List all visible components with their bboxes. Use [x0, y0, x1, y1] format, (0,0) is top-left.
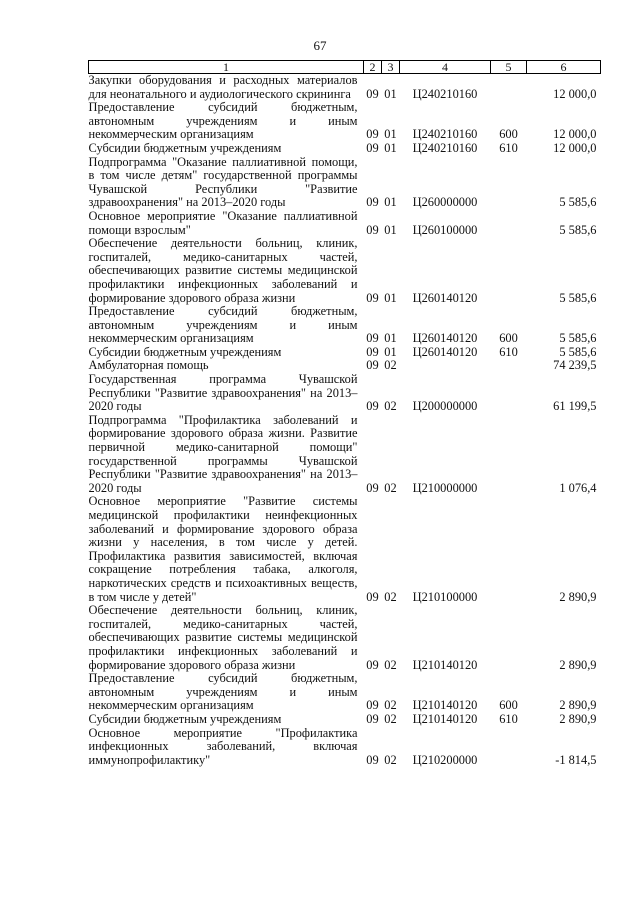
row-expense-type: 600: [499, 127, 518, 142]
row-expense-type: [491, 495, 527, 604]
row-description: Предоставление субсидий бюджетным, автономным учреждениям и иным некоммерческим организациям: [88, 304, 358, 346]
row-amount: 1 076,4: [559, 480, 597, 495]
row-section-code: 09: [366, 290, 379, 305]
row-target-article: Ц210140120: [412, 657, 478, 672]
table-row: [89, 727, 601, 768]
row-subsection-code: 02: [384, 698, 397, 713]
row-section-code: 09: [366, 140, 379, 155]
row-expense-type: 610: [499, 344, 518, 359]
row-target-article: Ц240210160: [412, 127, 478, 142]
row-description: Подпрограмма "Оказание паллиативной помощи, в том числе детям" государственной программы Чувашской Республики "Развитие здравоохранения" на 2013–2020 годы: [88, 154, 358, 210]
row-amount: 61 199,5: [553, 399, 597, 414]
row-description: Подпрограмма "Профилактика заболеваний и формирование здорового образа жизни. Развитие первичной медико-санитарной помощи" государственной программы Чувашской Республики "Развитие здравоохранения" на 2013–2020 годы: [88, 412, 358, 495]
row-expense-type: [491, 237, 527, 305]
row-subsection-code: 02: [384, 399, 397, 414]
row-section-code: 09: [366, 195, 379, 210]
table-row: [89, 142, 601, 156]
row-description: Предоставление субсидий бюджетным, автономным учреждениям и иным некоммерческим организациям: [88, 100, 358, 142]
row-target-article: Ц240210160: [412, 140, 478, 155]
table-row: [89, 414, 601, 496]
row-section-code: 09: [366, 358, 379, 373]
row-amount: 5 585,6: [559, 222, 597, 237]
row-section-code: 09: [366, 344, 379, 359]
row-description: Закупки оборудования и расходных материалов для неонатального и аудиологического скрининга: [88, 73, 358, 101]
row-subsection-code: 02: [384, 752, 397, 767]
header-col-6: 6: [527, 61, 601, 74]
row-section-code: 09: [366, 331, 379, 346]
row-target-article: Ц210000000: [412, 480, 478, 495]
row-expense-type: [491, 604, 527, 672]
row-target-article: Ц260100000: [412, 222, 478, 237]
row-subsection-code: 02: [384, 480, 397, 495]
row-amount: 2 890,9: [559, 711, 597, 726]
row-section-code: 09: [366, 127, 379, 142]
row-description: Основное мероприятие "Оказание паллиативной помощи взрослым": [88, 208, 358, 237]
row-amount: 5 585,6: [559, 195, 597, 210]
row-description: Основное мероприятие "Развитие системы медицинской профилактики неинфекционных заболеваний и формирование здорового образа жизни у населения, в том числе у детей. Профилактика развития зависимостей, включая сокращение потребления табака, алкоголя, наркотических средств и психоактивных веществ, в том числе у детей": [88, 494, 358, 604]
row-amount: 12 000,0: [553, 127, 597, 142]
row-section-code: 09: [366, 399, 379, 414]
row-description: Обеспечение деятельности больниц, клиник, госпиталей, медико-санитарных частей, обеспечивающих развитие системы медицинской профилактики инфекционных заболеваний и формирование здорового образа жизни: [88, 603, 358, 672]
table-row: [89, 495, 601, 604]
row-expense-type: [491, 74, 527, 102]
row-subsection-code: 02: [384, 358, 397, 373]
row-target-article: Ц210140120: [412, 698, 478, 713]
row-expense-type: 600: [499, 698, 518, 713]
budget-table: [88, 60, 601, 767]
row-description: Субсидии бюджетным учреждениям: [88, 140, 282, 155]
row-expense-type: [491, 156, 527, 210]
row-expense-type: [491, 727, 527, 768]
row-subsection-code: 01: [384, 86, 397, 101]
header-col-1: 1: [89, 61, 364, 74]
row-target-article: Ц260140120: [412, 290, 478, 305]
table-row: [89, 604, 601, 672]
row-expense-type: [491, 373, 527, 414]
page-number: 67: [313, 38, 327, 53]
row-target-article: Ц260140120: [412, 344, 478, 359]
row-description: Субсидии бюджетным учреждениям: [88, 344, 282, 359]
row-target-article: [400, 359, 491, 373]
row-subsection-code: 01: [384, 331, 397, 346]
row-amount: 12 000,0: [553, 140, 597, 155]
row-amount: 5 585,6: [559, 344, 597, 359]
row-amount: 12 000,0: [553, 86, 597, 101]
row-section-code: 09: [366, 589, 379, 604]
row-amount: 2 890,9: [559, 698, 597, 713]
row-subsection-code: 01: [384, 290, 397, 305]
header-col-3: 3: [382, 61, 400, 74]
table-row: [89, 672, 601, 713]
row-section-code: 09: [366, 222, 379, 237]
row-subsection-code: 02: [384, 589, 397, 604]
row-expense-type: [491, 210, 527, 237]
row-description: Предоставление субсидий бюджетным, автономным учреждениям и иным некоммерческим организациям: [88, 671, 358, 713]
row-expense-type: 610: [499, 140, 518, 155]
table-body: [89, 74, 601, 768]
row-section-code: 09: [366, 657, 379, 672]
row-subsection-code: 01: [384, 344, 397, 359]
table-row: [89, 713, 601, 727]
header-col-5: 5: [491, 61, 527, 74]
table-row: [89, 373, 601, 414]
row-description: Обеспечение деятельности больниц, клиник, госпиталей, медико-санитарных частей, обеспечивающих развитие системы медицинской профилактики инфекционных заболеваний и формирование здорового образа жизни: [88, 236, 358, 305]
row-subsection-code: 01: [384, 127, 397, 142]
row-description: Государственная программа Чувашской Республики "Развитие здравоохранения" на 2013–2020 годы: [88, 372, 358, 414]
table-row: [89, 156, 601, 210]
row-target-article: Ц240210160: [412, 86, 478, 101]
row-description: Субсидии бюджетным учреждениям: [88, 711, 282, 726]
header-col-2: 2: [364, 61, 382, 74]
row-subsection-code: 02: [384, 657, 397, 672]
table-row: [89, 359, 601, 373]
row-subsection-code: 01: [384, 222, 397, 237]
row-section-code: 09: [366, 752, 379, 767]
row-section-code: 09: [366, 711, 379, 726]
row-section-code: 09: [366, 480, 379, 495]
row-amount: 5 585,6: [559, 290, 597, 305]
row-amount: 5 585,6: [559, 331, 597, 346]
row-amount: 2 890,9: [559, 589, 597, 604]
header-col-4: 4: [400, 61, 491, 74]
row-target-article: Ц210200000: [412, 752, 478, 767]
row-description: Основное мероприятие "Профилактика инфекционных заболеваний, включая иммунопрофилактику": [88, 725, 358, 767]
table-row: [89, 237, 601, 305]
row-target-article: Ц260140120: [412, 331, 478, 346]
row-expense-type: 600: [499, 331, 518, 346]
table-header-row: [89, 61, 601, 74]
table-row: [89, 305, 601, 346]
row-section-code: 09: [366, 698, 379, 713]
row-target-article: Ц210140120: [412, 711, 478, 726]
row-amount: 74 239,5: [553, 358, 597, 373]
row-expense-type: [491, 414, 527, 496]
row-expense-type: [491, 359, 527, 373]
row-target-article: Ц210100000: [412, 589, 478, 604]
table-row: [89, 346, 601, 360]
row-target-article: Ц260000000: [412, 195, 478, 210]
row-target-article: Ц200000000: [412, 399, 478, 414]
row-section-code: 09: [366, 86, 379, 101]
table-row: [89, 74, 601, 102]
row-expense-type: 610: [499, 711, 518, 726]
row-amount: -1 814,5: [555, 752, 597, 767]
row-subsection-code: 01: [384, 140, 397, 155]
table-row: [89, 210, 601, 237]
row-description: Амбулаторная помощь: [88, 358, 209, 373]
table-row: [89, 101, 601, 142]
row-subsection-code: 02: [384, 711, 397, 726]
row-amount: 2 890,9: [559, 657, 597, 672]
row-subsection-code: 01: [384, 195, 397, 210]
